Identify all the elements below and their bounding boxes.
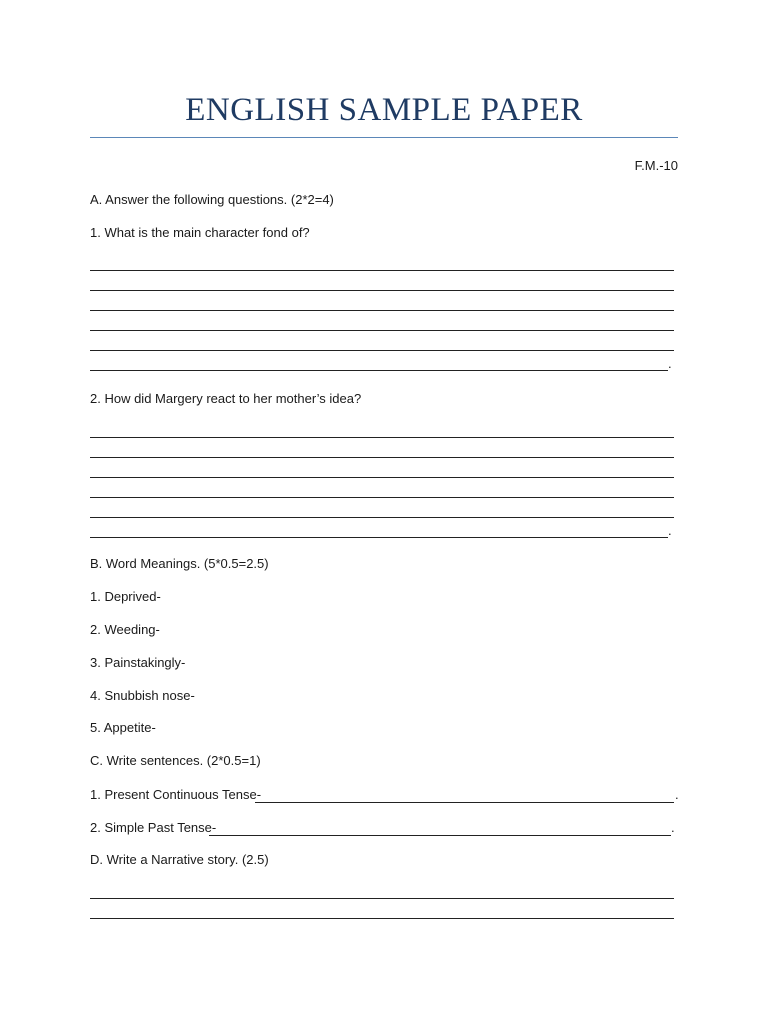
section-a-heading: A. Answer the following questions. (2*2=4): [90, 192, 334, 207]
line-end-dot: .: [671, 820, 675, 835]
answer-line: [90, 437, 674, 438]
sentence-answer-line: [255, 802, 674, 803]
sentence-prompt-2: 2. Simple Past Tense-: [90, 820, 217, 835]
sentence-answer-line: [209, 835, 671, 836]
answer-line: [90, 477, 674, 478]
answer-line: [90, 537, 668, 538]
answer-line: [90, 290, 674, 291]
page-title: ENGLISH SAMPLE PAPER: [185, 92, 583, 128]
answer-line: [90, 270, 674, 271]
word-meaning-item: 3. Painstakingly-: [90, 655, 186, 670]
answer-line: [90, 310, 674, 311]
answer-line: [90, 457, 674, 458]
answer-line: [90, 370, 668, 371]
answer-line: [90, 350, 674, 351]
section-d-heading: D. Write a Narrative story. (2.5): [90, 852, 269, 867]
section-b-heading: B. Word Meanings. (5*0.5=2.5): [90, 556, 269, 571]
answer-line: [90, 497, 674, 498]
word-meaning-item: 4. Snubbish nose-: [90, 688, 195, 703]
line-end-dot: .: [668, 356, 672, 371]
section-c-heading: C. Write sentences. (2*0.5=1): [90, 753, 261, 768]
title-underline: [90, 137, 678, 138]
word-meaning-item: 2. Weeding-: [90, 622, 160, 637]
word-meaning-item: 5. Appetite-: [90, 720, 156, 735]
question-2: 2. How did Margery react to her mother’s idea?: [90, 391, 362, 406]
full-marks: F.M.-10: [634, 158, 678, 173]
sentence-prompt-1: 1. Present Continuous Tense-: [90, 787, 262, 802]
answer-line: [90, 517, 674, 518]
line-end-dot: .: [668, 523, 672, 538]
answer-line: [90, 918, 674, 919]
answer-line: [90, 898, 674, 899]
line-end-dot: .: [675, 787, 679, 802]
word-meaning-item: 1. Deprived-: [90, 589, 161, 604]
question-1: 1. What is the main character fond of?: [90, 225, 310, 240]
answer-line: [90, 330, 674, 331]
